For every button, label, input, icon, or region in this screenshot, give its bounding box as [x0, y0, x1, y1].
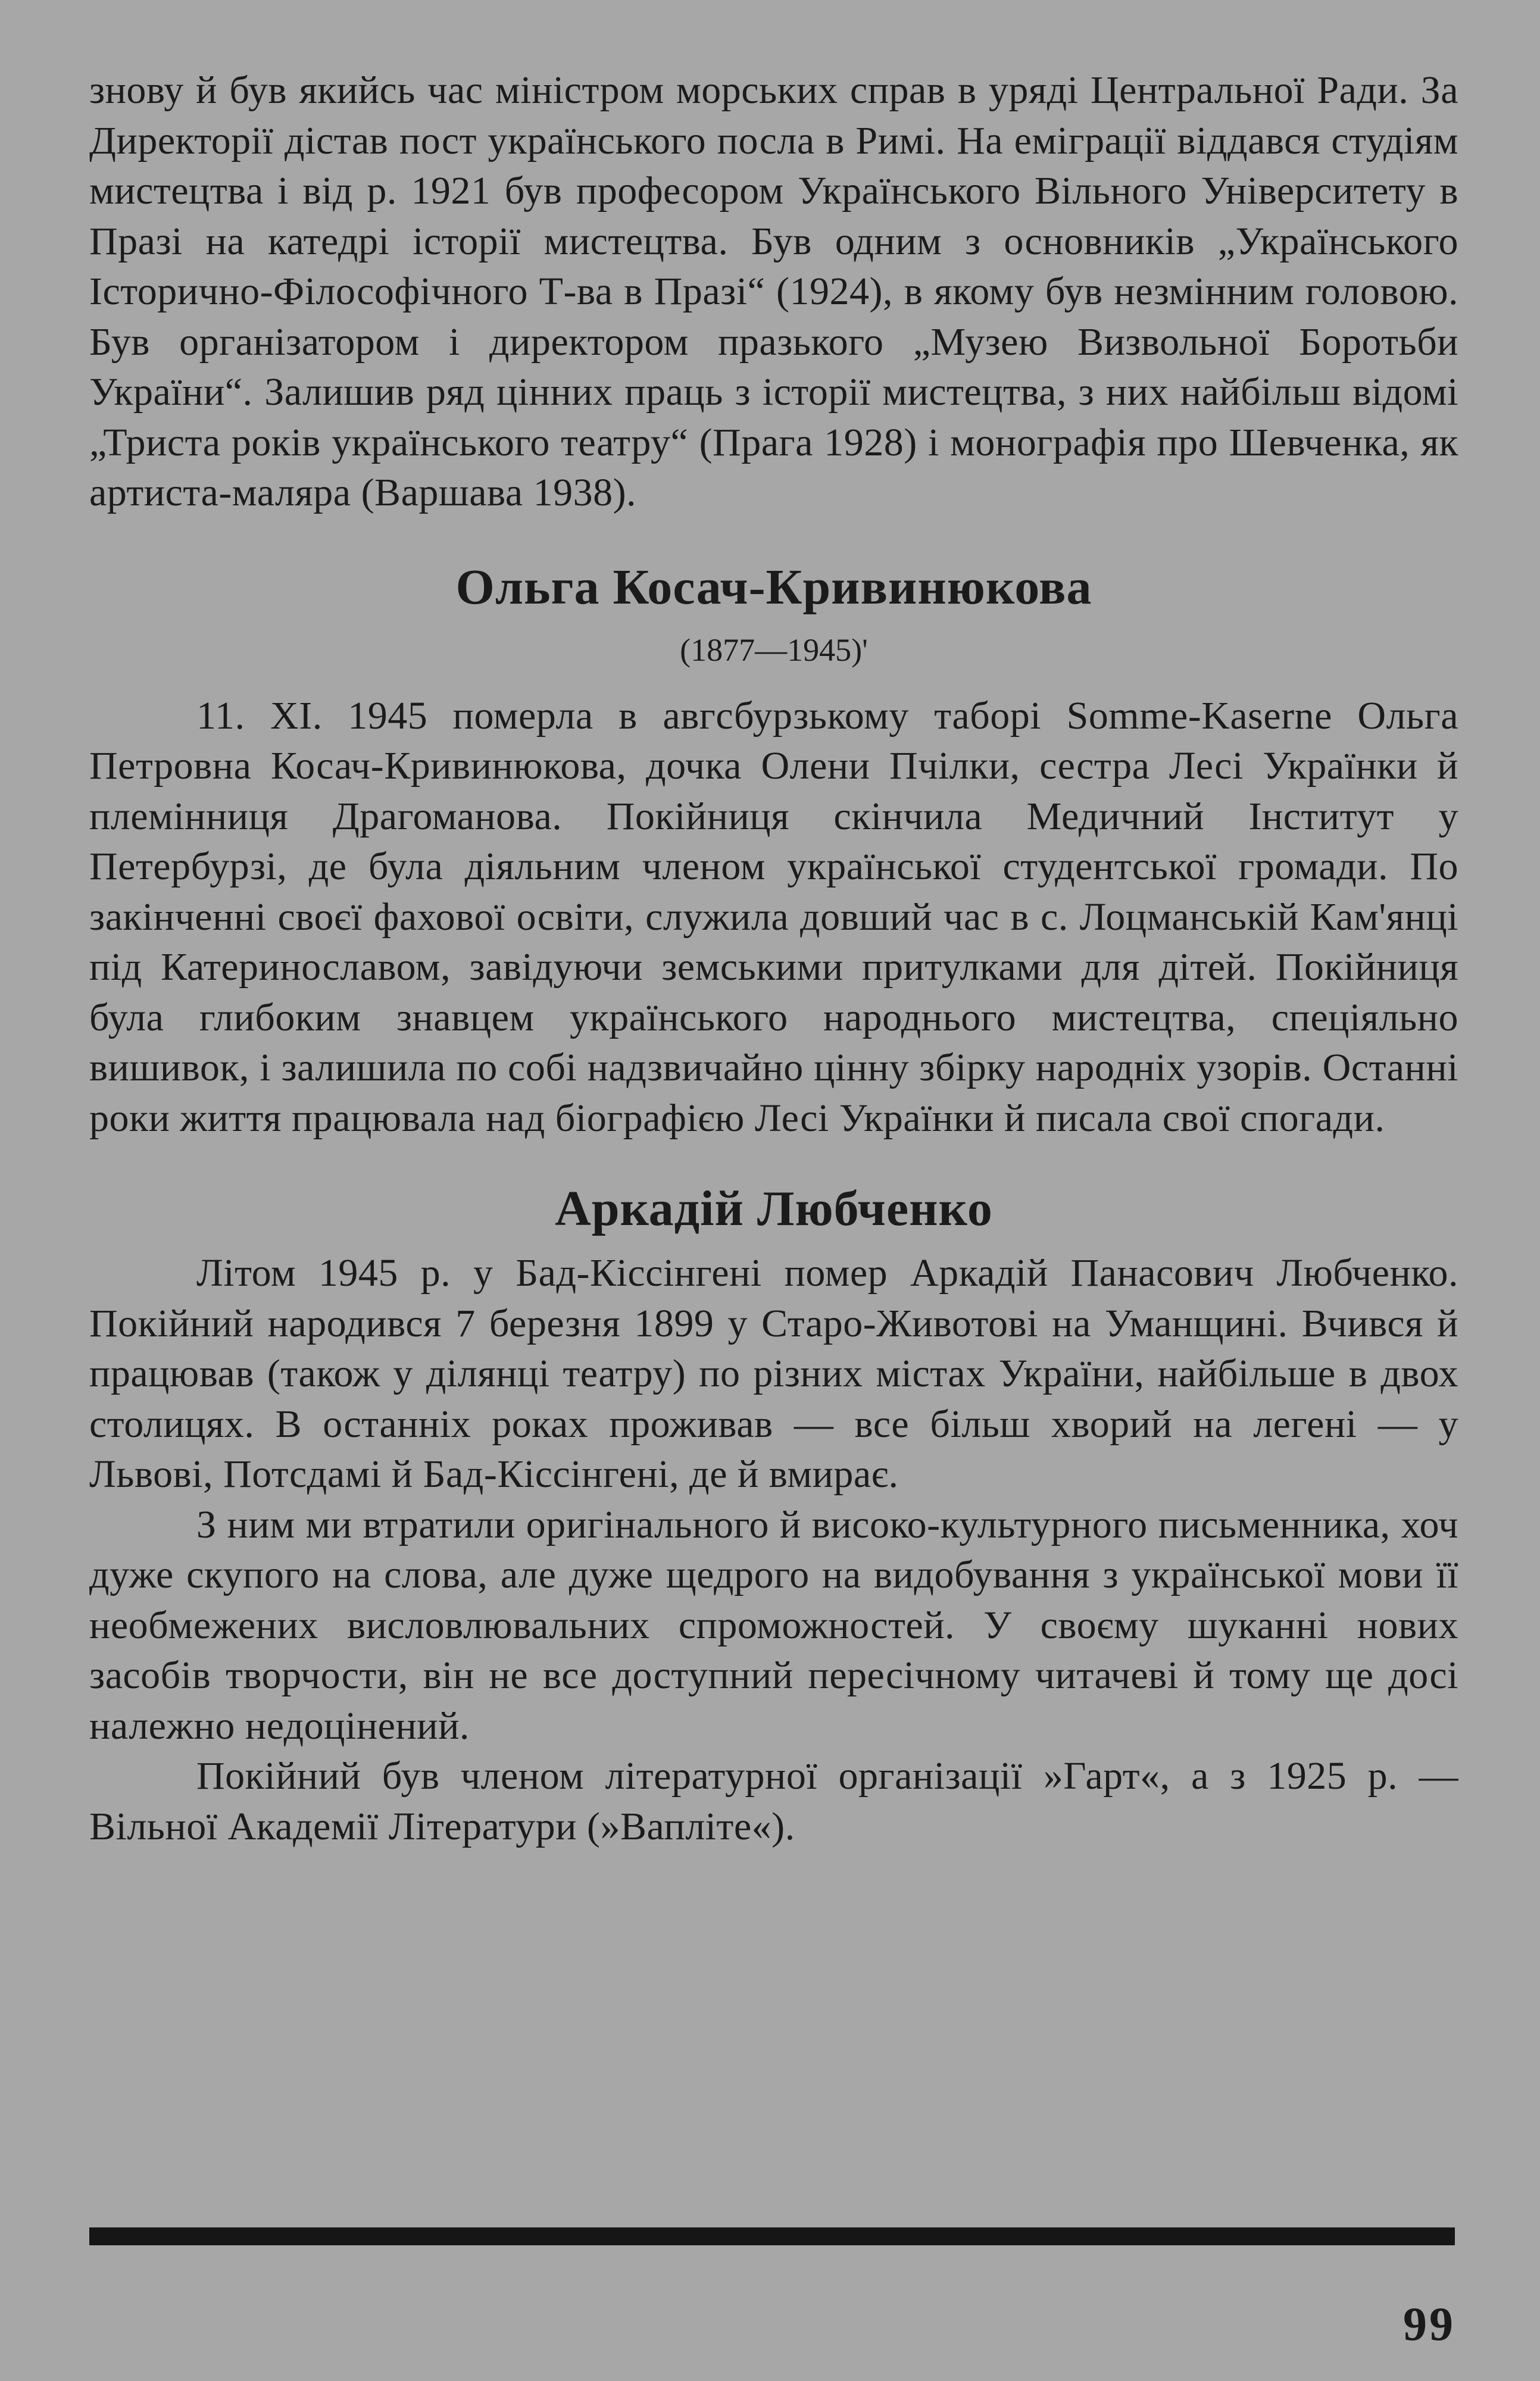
section-heading-kosach: Ольга Косач-Кривинюкова	[455, 559, 1092, 615]
intro-paragraph: знову й був якийсь час міністром морських справ в уряді Центральної Ради. За Директорії дістав пост українського посла в Римі. На еміграції віддався студіям мистецтва і від р. 1921 був професором Українського Вільного Університету в Празі на катедрі історії мистецтва. Був одним з основників „Українського Історично-Філософічного Т-ва в Празі“ (1924), в якому був незмінним головою. Був організатором і директором празького „Музею Визвольної Боротьби України“. Залишив ряд цінних праць з історії мистецтва, з них найбільш відомі „Триста років українського театру“ (Прага 1928) і монографія про Шевченка, як артиста-маляра (Варшава 1938).	[89, 68, 1458, 514]
footer-rule	[89, 2227, 1455, 2245]
section-paragraph-liubchenko-1: Літом 1945 р. у Бад-Кіссінгені помер Аркадій Панасович Любченко. Покійний народився 7 березня 1899 у Старо-Животові на Уманщині. Вчився й працював (також у ділянці театру) по різних містах України, найбільше в двох столицях. В останніх роках проживав — все більш хворий на легені — у Львові, Потсдамі й Бад-Кіссінгені, де й вмирає.	[89, 1251, 1458, 1496]
section-paragraph-kosach: 11. XI. 1945 померла в авгсбурзькому таборі Somme-Kaserne Ольга Петровна Косач-Кривинюкова, дочка Олени Пчілки, сестра Лесі Українки й племінниця Драгоманова. Покійниця скінчила Медичний Інститут у Петербурзі, де була діяльним членом української студентської громади. По закінченні своєї фахової освіти, служила довший час в с. Лоцманській Кам'янці під Катеринославом, завідуючи земськими притулками для дітей. Покійниця була глибоким знавцем українського народнього мистецтва, спеціяльно вишивок, і залишила по собі надзвичайно цінну збірку народніх узорів. Останні роки життя працювала над біографією Лесі Українки й писала свої спогади.	[89, 693, 1458, 1140]
section-dates-kosach: (1877—1945)'	[680, 632, 868, 668]
page-number: 99	[1403, 2298, 1455, 2351]
page-content	[89, 65, 1458, 1852]
section-heading-liubchenko: Аркадій Любченко	[555, 1181, 993, 1236]
section-paragraph-liubchenko-2: З ним ми втратили оригінального й високо-культурного письменника, хоч дуже скупого на слова, але дуже щедрого на видобування з української мови її необмежених висловлювальних спроможностей. У своєму шуканні нових засобів творчости, він не все доступний пересічному читачеві й тому ще досі належно недоцінений.	[89, 1502, 1458, 1748]
section-paragraph-liubchenko-3: Покійний був членом літературної організації »Гарт«, а з 1925 р. — Вільної Академії Літератури (»Вапліте«).	[89, 1754, 1458, 1848]
